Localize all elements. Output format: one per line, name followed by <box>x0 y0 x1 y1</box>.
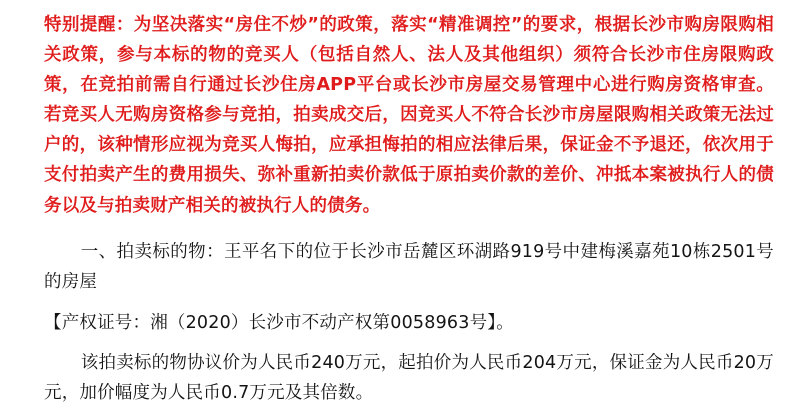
special-notice-paragraph: 特别提醒：为坚决落实“房住不炒”的政策，落实“精准调控”的要求，根据长沙市购房限购相关政策，参与本标的物的竞买人（包括自然人、法人及其他组织）须符合长沙市住房限购政策，在竞拍前需自行通过长沙住房APP平台或长沙市房屋交易管理中心进行购房资格审查。若竞买人无购房资格参与竞拍，拍卖成交后，因竞买人不符合长沙市房屋限购相关政策无法过户的，该种情形应视为竞买人悔拍，应承担悔拍的相应法律后果，保证金不予退还，依次用于支付拍卖产生的费用损失、弥补重新拍卖价款低于原拍卖价款的差价、冲抵本案被执行人的债务以及与拍卖财产相关的被执行人的债务。 <box>44 15 774 216</box>
price-paragraph: 该拍卖标的物协议价为人民币240万元，起拍价为人民币204万元，保证金为人民币20万元，加价幅度为人民币0.7万元及其倍数。 <box>44 352 774 404</box>
auction-subject-paragraph: 一、拍卖标的物：王平名下的位于长沙市岳麓区环湖路919号中建梅溪嘉苑10栋2501号的房屋 <box>44 241 774 293</box>
property-certificate-paragraph: 【产权证号：湘（2020）长沙市不动产权第0058963号】。 <box>44 312 514 333</box>
